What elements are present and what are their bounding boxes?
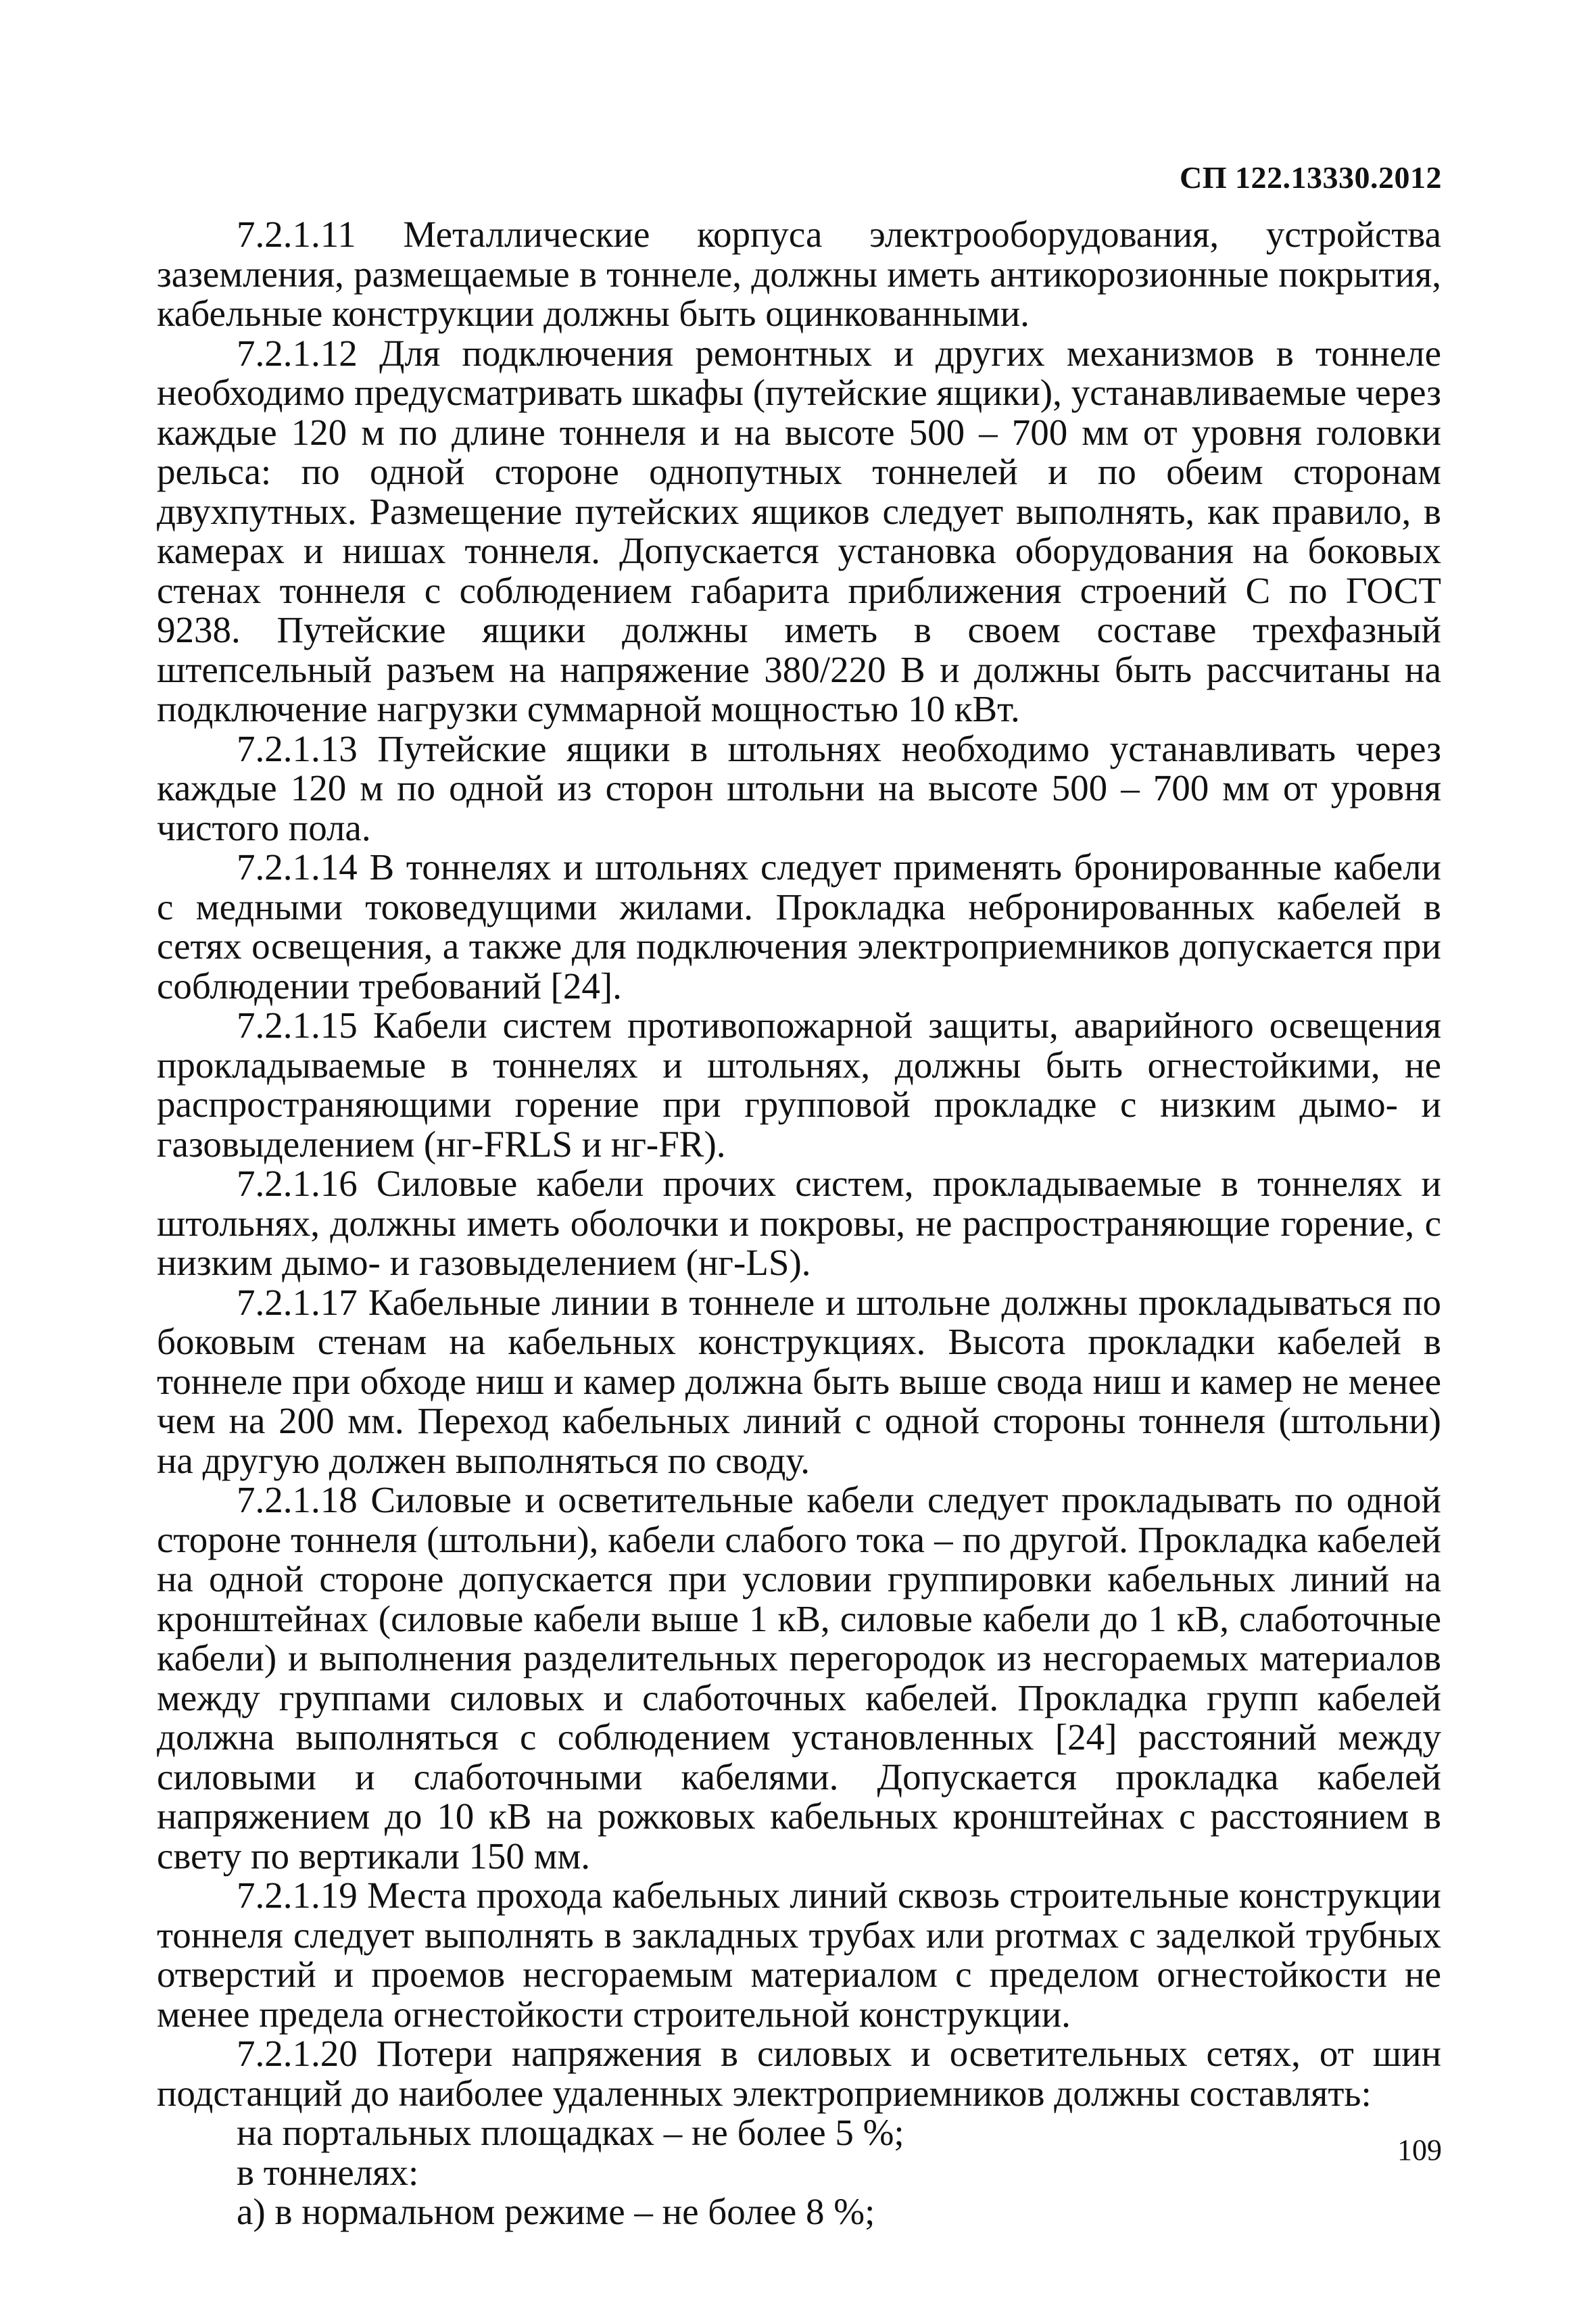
list-line-tunnels: в тоннелях: — [237, 2151, 419, 2193]
paragraph-7-2-1-19: 7.2.1.19 Места прохода кабельных линий сквозь строительные конструкции тоннеля следует выполнять в закладных трубах или proтмах с заделкой трубных отверстий и проемов несгораемым материалом с пределом огнестойкости не менее предела огнестойкости строительной конструкции. — [157, 1875, 1441, 2035]
document-code: СП 122.13330.2012 — [1180, 160, 1442, 195]
paragraph-7-2-1-11: 7.2.1.11 Металлические корпуса электрооборудования, устройства заземления, размещаемые в тоннеле, должны иметь антикорозионные покрытия, кабельные конструкции должны быть оцинкованными. — [157, 214, 1441, 334]
paragraph-7-2-1-18: 7.2.1.18 Силовые и осветительные кабели следует прокладывать по одной стороне тоннеля (штольни), кабели слабого тока – по другой. Прокладка кабелей на одной стороне допускается при условии группировки кабельных линий на кронштейнах (силовые кабели выше 1 кВ, силовые кабели до 1 кВ, слаботочные кабели) и выполнения разделительных перегородок из несгораемых материалов между группами силовых и слаботочных кабелей. Прокладка групп кабелей должна выполняться с соблюдением установленных [24] расстояний между силовыми и слаботочными кабелями. Допускается прокладка кабелей напряжением до 10 кВ на рожковых кабельных кронштейнах с расстоянием в свету по вертикали 150 мм. — [157, 1479, 1441, 1877]
paragraph-7-2-1-12: 7.2.1.12 Для подключения ремонтных и других механизмов в тоннеле необходимо предусматривать шкафы (путейские ящики), устанавливаемые через каждые 120 м по длине тоннеля и на высоте 500 – 700 мм от уровня головки рельса: по одной стороне однопутных тоннелей и по обеим сторонам двухпутных. Размещение путейских ящиков следует выполнять, как правило, в камерах и нишах тоннеля. Допускается установка оборудования на боковых стенах тоннеля с соблюдением габарита приближения строений С по ГОСТ 9238. Путейские ящики должны иметь в своем составе трехфазный штепсельный разъем на напряжение 380/220 В и должны быть рассчитаны на подключение нагрузки суммарной мощностью 10 кВт. — [157, 332, 1441, 729]
list-line-normal-mode: а) в нормальном режиме – не более 8 %; — [237, 2191, 875, 2232]
document-body — [157, 215, 1441, 2232]
list-line-portal: на портальных площадках – не более 5 %; — [237, 2112, 904, 2153]
paragraph-7-2-1-17: 7.2.1.17 Кабельные линии в тоннеле и штольне должны прокладываться по боковым стенам на кабельных конструкциях. Высота прокладки кабелей в тоннеле при обходе ниш и камер должна быть выше свода ниш и камер не менее чем на 200 мм. Переход кабельных линий с одной стороны тоннеля (штольни) на другую должен выполняться по своду. — [157, 1281, 1441, 1481]
paragraph-7-2-1-13: 7.2.1.13 Путейские ящики в штольнях необходимо устанавливать через каждые 120 м по одной из сторон штольни на высоте 500 – 700 мм от уровня чистого пола. — [157, 727, 1441, 848]
paragraph-7-2-1-20: 7.2.1.20 Потери напряжения в силовых и осветительных сетях, от шин подстанций до наиболее удаленных электроприемников должны составлять: — [157, 2033, 1441, 2114]
paragraph-7-2-1-15: 7.2.1.15 Кабели систем противопожарной защиты, аварийного освещения прокладываемые в тоннелях и штольнях, должны быть огнестойкими, не распространяющими горение при групповой прокладке с низким дымо- и газовыделением (нг-FRLS и нг-FR). — [157, 1005, 1441, 1165]
paragraph-7-2-1-14: 7.2.1.14 В тоннелях и штольнях следует применять бронированные кабели с медными токоведущими жилами. Прокладка небронированных кабелей в сетях освещения, а также для подключения электроприемников допускается при соблюдении требований [24]. — [157, 846, 1441, 1007]
page-number: 109 — [1397, 2133, 1442, 2167]
paragraph-7-2-1-16: 7.2.1.16 Силовые кабели прочих систем, прокладываемые в тоннелях и штольнях, должны иметь оболочки и покровы, не распространяющие горение, с низким дымо- и газовыделением (нг-LS). — [157, 1163, 1441, 1283]
